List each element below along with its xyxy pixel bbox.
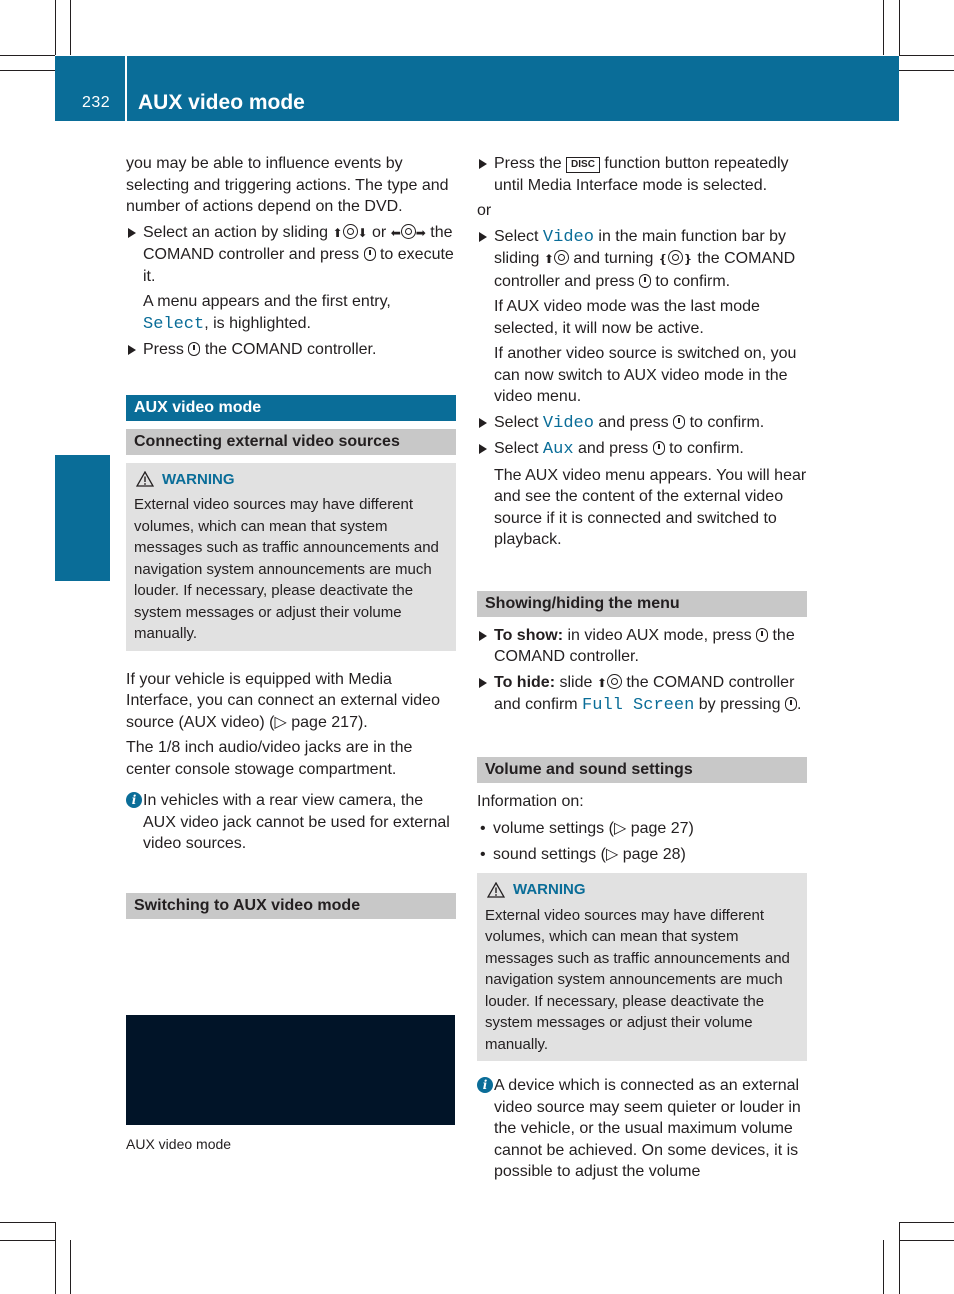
step-press-controller: Press the COMAND controller. [126, 339, 456, 361]
warning-text: External video sources may have different volumes, which can mean that system messages such as traffic announcements and navigation system announcements are much louder. If necessary, please deactivate the system messages or adjust their volume manually. [134, 496, 439, 642]
crop-mark [0, 1240, 55, 1241]
warning-box [126, 463, 456, 651]
step-select-video: Select Video in the main function bar by sliding ⬆ and turning ❴ ❵ the COMAND controller and press to confirm. [477, 226, 807, 293]
info-icon: i [477, 1077, 493, 1093]
controller-icon [401, 224, 416, 239]
crop-mark [899, 1222, 900, 1294]
crop-mark [899, 55, 954, 56]
crop-mark [55, 1222, 56, 1294]
or-text: or [477, 202, 492, 219]
right-column [477, 153, 807, 1183]
slide-up-icon: ⬆ [596, 675, 607, 690]
crop-mark [0, 70, 55, 71]
press-icon [653, 441, 665, 455]
warning-triangle-icon [136, 471, 154, 487]
controller-icon [554, 250, 569, 265]
step-select-aux: Select Aux and press to confirm. [477, 438, 807, 461]
crop-mark [0, 55, 55, 56]
warning-heading: WARNING [487, 879, 799, 901]
aux-video-screen-image [126, 1015, 455, 1125]
info-note: i A device which is connected as an external video source may seem quieter or louder in the vehicle, or the usual maximum volume cannot be achieved. On some devices, it is possible to adjust the volume [477, 1075, 807, 1183]
list-item: • sound settings (▷ page 28) [477, 844, 807, 866]
warning-text: External video sources may have different volumes, which can mean that system messages such as traffic announcements and navigation system announcements are much louder. If necessary, please deactivate the system messages or adjust their volume manually. [485, 906, 790, 1053]
section-heading: AUX video mode [126, 395, 456, 421]
page-number: 232 [82, 94, 111, 111]
slide-down-icon: ⬇ [357, 225, 368, 240]
controller-icon [607, 674, 622, 689]
info-note: i In vehicles with a rear view camera, the AUX video jack cannot be used for external video sources. [126, 790, 456, 855]
warning-box [477, 873, 807, 1061]
figure-caption: AUX video mode [126, 1135, 232, 1152]
subsection-heading: Volume and sound settings [477, 757, 807, 783]
step-select-video-confirm: Select Video and press to confirm. [477, 412, 807, 435]
slide-up-icon: ⬆ [543, 252, 554, 266]
jacks-text: The 1/8 inch audio/video jacks are in the center console stowage compartment. [126, 739, 413, 778]
information-on-text: Information on: [477, 792, 584, 810]
side-tab-label [55, 121, 110, 455]
side-tab [55, 455, 110, 581]
crop-mark [883, 1240, 884, 1294]
controller-icon [343, 224, 358, 239]
page-title: AUX video mode [138, 91, 305, 114]
crop-mark [899, 1222, 954, 1223]
turn-right-icon: ❵ [682, 252, 693, 266]
crop-mark [55, 0, 56, 55]
disc-button-icon: DISC [566, 157, 600, 173]
media-interface-text: If your vehicle is equipped with Media Interface, you can connect an external video source (AUX video) (▷ page 217). [126, 670, 440, 731]
step-hide-menu: To hide: slide ⬆ the COMAND controller and confirm Full Screen by pressing . [477, 672, 807, 717]
select-menu-entry: Select [143, 314, 205, 334]
intro-text: you may be able to influence events by selecting and triggering actions. The type and number of actions depend on the DVD. [126, 155, 449, 215]
slide-up-down-icon: ⬆ [332, 225, 343, 240]
crop-mark [70, 1240, 71, 1294]
step-select-action: Select an action by sliding ⬆ ⬇ or ⬅ ➡ the COMAND controller and press to execute it. [126, 222, 456, 288]
crop-mark [0, 1222, 55, 1223]
press-icon [756, 628, 768, 642]
slide-right-icon: ➡ [415, 225, 426, 240]
list-item: • volume settings (▷ page 27) [477, 818, 807, 840]
step-note: The AUX video menu appears. You will hear and see the content of the external video source if it is connected and switched to playback. [494, 466, 807, 548]
subsection-heading: Connecting external video sources [126, 429, 456, 455]
left-column [126, 153, 456, 1155]
crop-mark [899, 0, 900, 55]
press-icon [639, 274, 651, 288]
press-icon [364, 247, 376, 261]
video-menu-entry: Video [542, 413, 594, 433]
full-screen-menu-entry: Full Screen [582, 696, 695, 715]
video-menu-entry: Video [542, 227, 594, 247]
step-result: A menu appears and the first entry, Select, is highlighted. [143, 293, 391, 334]
controller-icon [668, 250, 683, 265]
subsection-heading: Switching to AUX video mode [126, 893, 456, 919]
warning-triangle-icon [487, 882, 505, 898]
press-icon [188, 342, 200, 356]
crop-mark [899, 70, 954, 71]
aux-menu-entry: Aux [542, 440, 574, 459]
crop-mark [883, 0, 884, 55]
subsection-heading: Showing/hiding the menu [477, 591, 807, 617]
crop-mark [70, 0, 71, 55]
slide-left-icon: ⬅ [390, 225, 401, 240]
crop-mark [899, 1240, 954, 1241]
press-icon [673, 415, 685, 429]
turn-left-icon: ❴ [657, 252, 668, 266]
step-note: If AUX video mode was the last mode selected, it will now be active. [494, 298, 760, 337]
step-show-menu: To show: in video AUX mode, press the COMAND controller. [477, 625, 807, 668]
step-press-disc: Press the DISC function button repeatedly until Media Interface mode is selected. [477, 153, 807, 196]
step-note: If another video source is switched on, you can now switch to AUX video mode in the video menu. [494, 345, 797, 405]
press-icon [785, 697, 797, 711]
header-divider [125, 56, 127, 121]
warning-heading: WARNING [136, 469, 448, 491]
info-icon: i [126, 792, 142, 808]
